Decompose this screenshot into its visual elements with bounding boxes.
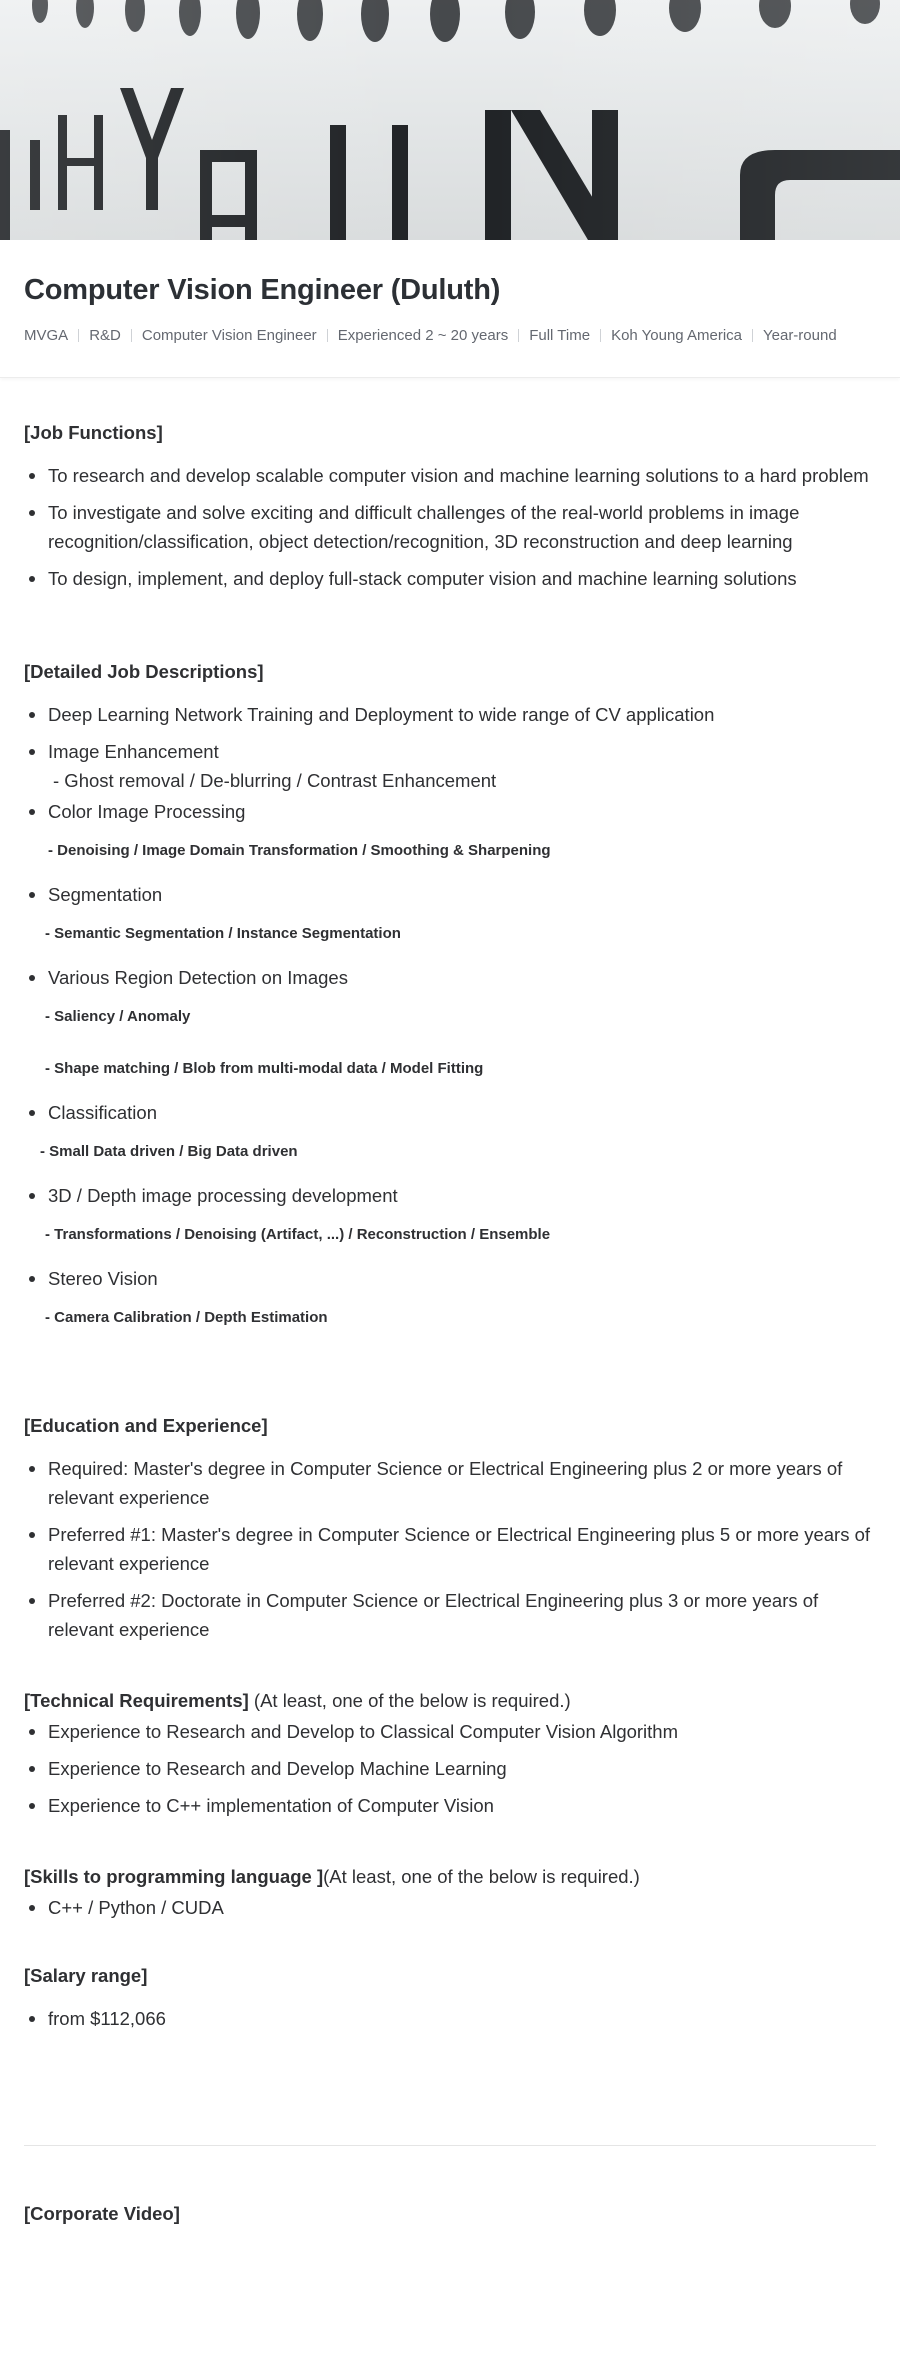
list-item: Preferred #1: Master's degree in Computer Science or Electrical Engineering plus 5 or more years of relevant experience bbox=[48, 1520, 876, 1578]
bullet-list bbox=[24, 880, 876, 909]
hero-banner bbox=[0, 0, 900, 240]
bullet-list bbox=[24, 1098, 876, 1127]
list-item: Deep Learning Network Training and Deployment to wide range of CV application bbox=[48, 700, 876, 729]
list-item-detail: - Camera Calibration / Depth Estimation bbox=[45, 1309, 328, 1326]
list-item-detail: - Saliency / Anomaly bbox=[45, 1008, 191, 1025]
list-item-label: Image Enhancement bbox=[48, 741, 219, 762]
list-item: 3D / Depth image processing development bbox=[48, 1181, 876, 1210]
section-heading-line bbox=[24, 1862, 876, 1891]
section-title: [Job Functions] bbox=[24, 422, 163, 443]
section-note: (At least, one of the below is required.) bbox=[323, 1866, 640, 1887]
section-programming-skills bbox=[24, 1862, 876, 1922]
list-item: Required: Master's degree in Computer Science or Electrical Engineering plus 2 or more years of relevant experience bbox=[48, 1454, 876, 1512]
list-item: Color Image Processing bbox=[48, 797, 876, 826]
bullet-list bbox=[24, 797, 876, 826]
list-item-detail: - Shape matching / Blob from multi-modal data / Model Fitting bbox=[45, 1060, 484, 1077]
job-header bbox=[0, 240, 900, 378]
list-item: Experience to Research and Develop Machine Learning bbox=[48, 1754, 876, 1783]
meta-location: Koh Young America bbox=[611, 327, 742, 344]
list-item: Preferred #2: Doctorate in Computer Science or Electrical Engineering plus 3 or more years of relevant experience bbox=[48, 1586, 876, 1644]
meta-divider bbox=[600, 329, 601, 342]
section-technical-requirements bbox=[24, 1686, 876, 1820]
meta-divider bbox=[752, 329, 753, 342]
list-item-detail: - Small Data driven / Big Data driven bbox=[40, 1143, 298, 1160]
section-title: [Detailed Job Descriptions] bbox=[24, 661, 264, 682]
bullet-list bbox=[24, 700, 876, 766]
list-item: Classification bbox=[48, 1098, 876, 1127]
list-item-detail: - Semantic Segmentation / Instance Segmentation bbox=[45, 925, 401, 942]
meta-role: Computer Vision Engineer bbox=[141, 327, 317, 344]
meta-divider bbox=[131, 329, 132, 342]
section-title: [Salary range] bbox=[24, 1965, 148, 1986]
meta-experience: Experienced 2 ~ 20 years bbox=[337, 327, 509, 344]
list-item: C++ / Python / CUDA bbox=[48, 1893, 876, 1922]
bullet-list bbox=[24, 963, 876, 992]
section-education-experience bbox=[24, 1411, 876, 1644]
section-salary-range bbox=[24, 1961, 876, 2033]
section-detailed-job-descriptions bbox=[24, 657, 876, 1329]
list-item: Experience to Research and Develop to Classical Computer Vision Algorithm bbox=[48, 1717, 876, 1746]
section-job-functions bbox=[24, 418, 876, 593]
list-item: Segmentation bbox=[48, 880, 876, 909]
list-item: from $112,066 bbox=[48, 2004, 876, 2033]
hero-logo-photo bbox=[0, 0, 900, 240]
page-title: Computer Vision Engineer (Duluth) bbox=[24, 274, 501, 306]
bullet-list bbox=[24, 1454, 876, 1644]
list-item: To research and develop scalable computer vision and machine learning solutions to a hard problem bbox=[48, 461, 876, 490]
section-title: [Education and Experience] bbox=[24, 1415, 268, 1436]
job-description bbox=[0, 378, 900, 2033]
bullet-list bbox=[24, 1893, 876, 1922]
list-item-detail: - Transformations / Denoising (Artifact, ...) / Reconstruction / Ensemble bbox=[45, 1226, 551, 1243]
meta-recruitment-period: Year-round bbox=[763, 327, 837, 344]
meta-company: MVGA bbox=[24, 327, 69, 344]
bullet-list bbox=[24, 461, 876, 593]
bullet-list bbox=[24, 1717, 876, 1820]
list-item: Experience to C++ implementation of Computer Vision bbox=[48, 1791, 876, 1820]
meta-employment-type: Full Time bbox=[529, 327, 591, 344]
meta-divider bbox=[78, 329, 79, 342]
list-item-detail: - Denoising / Image Domain Transformation / Smoothing & Sharpening bbox=[48, 842, 551, 859]
list-item: To investigate and solve exciting and difficult challenges of the real-world problems in image recognition/classification, object detection/recognition, 3D reconstruction and deep learning bbox=[48, 498, 876, 556]
meta-divider bbox=[327, 329, 328, 342]
bullet-list bbox=[24, 1264, 876, 1293]
list-item: Stereo Vision bbox=[48, 1264, 876, 1293]
list-item: To design, implement, and deploy full-stack computer vision and machine learning solutions bbox=[48, 564, 876, 593]
section-title: [Technical Requirements] bbox=[24, 1690, 249, 1711]
bullet-list bbox=[24, 1181, 876, 1210]
section-note: (At least, one of the below is required.) bbox=[248, 1690, 571, 1711]
list-item-detail: - Ghost removal / De-blurring / Contrast Enhancement bbox=[53, 770, 497, 791]
list-item bbox=[48, 737, 876, 766]
job-meta bbox=[24, 327, 876, 344]
section-corporate-video bbox=[0, 2146, 900, 2228]
section-heading-line bbox=[24, 1686, 876, 1715]
meta-department: R&D bbox=[89, 327, 121, 344]
bullet-list bbox=[24, 2004, 876, 2033]
section-title: [Skills to programming language ] bbox=[24, 1866, 324, 1887]
list-item: Various Region Detection on Images bbox=[48, 963, 876, 992]
meta-divider bbox=[518, 329, 519, 342]
section-title: [Corporate Video] bbox=[24, 2203, 180, 2224]
